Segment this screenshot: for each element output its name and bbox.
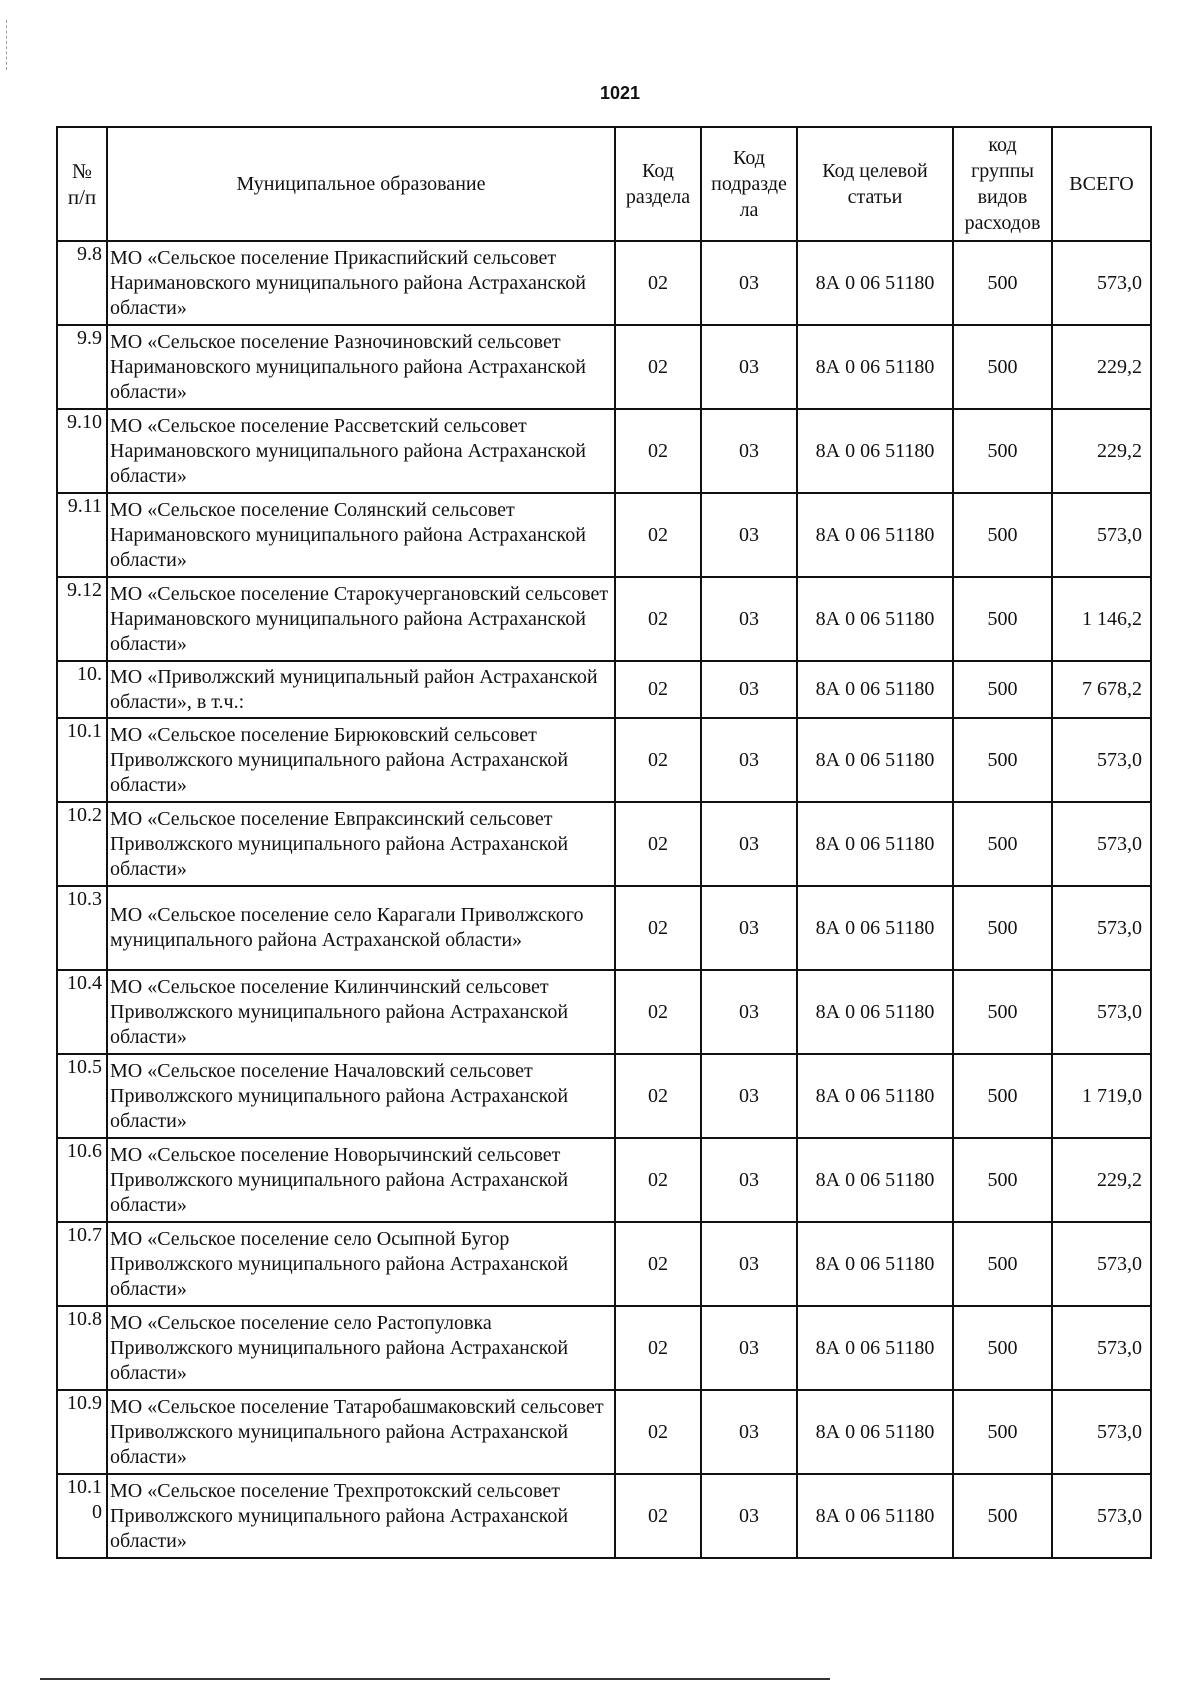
total-value: 1 719,0 [1052, 1054, 1151, 1138]
total-value: 573,0 [1052, 802, 1151, 886]
target-code: 8А 0 06 51180 [797, 1054, 953, 1138]
expense-group-code: 500 [953, 1054, 1052, 1138]
target-code: 8А 0 06 51180 [797, 241, 953, 325]
target-code: 8А 0 06 51180 [797, 409, 953, 493]
table-row [57, 802, 1151, 886]
expense-group-code: 500 [953, 802, 1052, 886]
subsection-code: 03 [701, 886, 797, 970]
section-code: 02 [615, 241, 701, 325]
total-value: 1 146,2 [1052, 577, 1151, 661]
table-row [57, 493, 1151, 577]
section-code: 02 [615, 1138, 701, 1222]
table-row [57, 718, 1151, 802]
table-row [57, 1222, 1151, 1306]
subsection-code: 03 [701, 1222, 797, 1306]
total-value: 573,0 [1052, 1306, 1151, 1390]
table-header-row [57, 127, 1151, 241]
section-code: 02 [615, 970, 701, 1054]
municipality-name: МО «Сельское поселение Началовский сельсовет Приволжского муниципального района Астраханской области» [107, 1054, 615, 1138]
section-code: 02 [615, 325, 701, 409]
total-value: 573,0 [1052, 1390, 1151, 1474]
municipality-name: МО «Сельское поселение Евпраксинский сельсовет Приволжского муниципального района Астраханской области» [107, 802, 615, 886]
total-value: 573,0 [1052, 886, 1151, 970]
total-value: 229,2 [1052, 1138, 1151, 1222]
expense-group-code: 500 [953, 1390, 1052, 1474]
subsection-code: 03 [701, 1306, 797, 1390]
header-num: № п/п [57, 127, 107, 241]
target-code: 8А 0 06 51180 [797, 1390, 953, 1474]
section-code: 02 [615, 1222, 701, 1306]
table-row [57, 1054, 1151, 1138]
target-code: 8А 0 06 51180 [797, 493, 953, 577]
expense-group-code: 500 [953, 1138, 1052, 1222]
municipality-name: МО «Сельское поселение Бирюковский сельсовет Приволжского муниципального района Астраханской области» [107, 718, 615, 802]
table-row [57, 241, 1151, 325]
expense-group-code: 500 [953, 493, 1052, 577]
target-code: 8А 0 06 51180 [797, 1222, 953, 1306]
target-code: 8А 0 06 51180 [797, 718, 953, 802]
expense-group-code: 500 [953, 718, 1052, 802]
total-value: 573,0 [1052, 718, 1151, 802]
table-row [57, 970, 1151, 1054]
municipality-name: МО «Сельское поселение Старокучергановский сельсовет Наримановского муниципального района Астраханской области» [107, 577, 615, 661]
subsection-code: 03 [701, 802, 797, 886]
table-row [57, 1474, 1151, 1558]
budget-table [56, 126, 1152, 1559]
expense-group-code: 500 [953, 241, 1052, 325]
expense-group-code: 500 [953, 886, 1052, 970]
table-row [57, 1390, 1151, 1474]
total-value: 229,2 [1052, 409, 1151, 493]
section-code: 02 [615, 409, 701, 493]
subsection-code: 03 [701, 718, 797, 802]
row-number: 9.10 [57, 409, 107, 493]
row-number: 10.6 [57, 1138, 107, 1222]
row-number: 9.9 [57, 325, 107, 409]
target-code: 8А 0 06 51180 [797, 325, 953, 409]
row-number: 10.1 0 [57, 1474, 107, 1558]
target-code: 8А 0 06 51180 [797, 802, 953, 886]
row-number: 10.3 [57, 886, 107, 970]
row-number: 9.11 [57, 493, 107, 577]
municipality-name: МО «Сельское поселение Трехпротокский сельсовет Приволжского муниципального района Астраханской области» [107, 1474, 615, 1558]
bottom-rule [40, 1678, 830, 1680]
subsection-code: 03 [701, 241, 797, 325]
header-expense-group-code: код группы видов расходов [953, 127, 1052, 241]
row-number: 10.5 [57, 1054, 107, 1138]
header-target-code: Код целевой статьи [797, 127, 953, 241]
municipality-name: МО «Сельское поселение Прикаспийский сельсовет Наримановского муниципального района Астраханской области» [107, 241, 615, 325]
table-row [57, 325, 1151, 409]
section-code: 02 [615, 1390, 701, 1474]
target-code: 8А 0 06 51180 [797, 577, 953, 661]
expense-group-code: 500 [953, 1474, 1052, 1558]
municipality-name: МО «Сельское поселение Килинчинский сельсовет Приволжского муниципального района Астраханской области» [107, 970, 615, 1054]
municipality-name: МО «Сельское поселение село Растопуловка Приволжского муниципального района Астраханской области» [107, 1306, 615, 1390]
subsection-code: 03 [701, 1474, 797, 1558]
total-value: 573,0 [1052, 493, 1151, 577]
expense-group-code: 500 [953, 661, 1052, 718]
municipality-name: МО «Сельское поселение Татаробашмаковский сельсовет Приволжского муниципального района Астраханской области» [107, 1390, 615, 1474]
row-number: 10.2 [57, 802, 107, 886]
subsection-code: 03 [701, 577, 797, 661]
row-number: 9.12 [57, 577, 107, 661]
target-code: 8А 0 06 51180 [797, 1138, 953, 1222]
municipality-name: МО «Сельское поселение Новорычинский сельсовет Приволжского муниципального района Астраханской области» [107, 1138, 615, 1222]
expense-group-code: 500 [953, 1222, 1052, 1306]
subsection-code: 03 [701, 325, 797, 409]
table-row [57, 661, 1151, 718]
total-value: 573,0 [1052, 1222, 1151, 1306]
target-code: 8А 0 06 51180 [797, 886, 953, 970]
municipality-name: МО «Сельское поселение село Осыпной Бугор Приволжского муниципального района Астраханской области» [107, 1222, 615, 1306]
table-row [57, 577, 1151, 661]
total-value: 573,0 [1052, 1474, 1151, 1558]
header-municipality: Муниципальное образование [107, 127, 615, 241]
table-body [57, 241, 1151, 1558]
total-value: 573,0 [1052, 241, 1151, 325]
municipality-name: МО «Приволжский муниципальный район Астраханской области», в т.ч.: [107, 661, 615, 718]
subsection-code: 03 [701, 970, 797, 1054]
section-code: 02 [615, 1054, 701, 1138]
row-number: 10.7 [57, 1222, 107, 1306]
table-row [57, 1138, 1151, 1222]
section-code: 02 [615, 577, 701, 661]
table-row [57, 409, 1151, 493]
section-code: 02 [615, 1306, 701, 1390]
scan-edge-marks [6, 20, 9, 70]
section-code: 02 [615, 493, 701, 577]
section-code: 02 [615, 1474, 701, 1558]
row-number: 10.4 [57, 970, 107, 1054]
target-code: 8А 0 06 51180 [797, 1474, 953, 1558]
municipality-name: МО «Сельское поселение Рассветский сельсовет Наримановского муниципального района Астраханской области» [107, 409, 615, 493]
header-section-code: Код раздела [615, 127, 701, 241]
target-code: 8А 0 06 51180 [797, 970, 953, 1054]
expense-group-code: 500 [953, 409, 1052, 493]
subsection-code: 03 [701, 409, 797, 493]
target-code: 8А 0 06 51180 [797, 1306, 953, 1390]
table-row [57, 886, 1151, 970]
expense-group-code: 500 [953, 1306, 1052, 1390]
section-code: 02 [615, 802, 701, 886]
municipality-name: МО «Сельское поселение Разночиновский сельсовет Наримановского муниципального района Астраханской области» [107, 325, 615, 409]
total-value: 573,0 [1052, 970, 1151, 1054]
section-code: 02 [615, 886, 701, 970]
expense-group-code: 500 [953, 970, 1052, 1054]
header-subsection-code: Код подразде ла [701, 127, 797, 241]
total-value: 229,2 [1052, 325, 1151, 409]
row-number: 10.1 [57, 718, 107, 802]
header-total: ВСЕГО [1052, 127, 1151, 241]
section-code: 02 [615, 718, 701, 802]
subsection-code: 03 [701, 661, 797, 718]
subsection-code: 03 [701, 493, 797, 577]
municipality-name: МО «Сельское поселение Солянский сельсовет Наримановского муниципального района Астраханской области» [107, 493, 615, 577]
total-value: 7 678,2 [1052, 661, 1151, 718]
subsection-code: 03 [701, 1390, 797, 1474]
row-number: 10.8 [57, 1306, 107, 1390]
row-number: 10. [57, 661, 107, 718]
expense-group-code: 500 [953, 325, 1052, 409]
page-number: 1021 [599, 83, 641, 103]
subsection-code: 03 [701, 1054, 797, 1138]
table-row [57, 1306, 1151, 1390]
row-number: 10.9 [57, 1390, 107, 1474]
section-code: 02 [615, 661, 701, 718]
municipality-name: МО «Сельское поселение село Карагали Приволжского муниципального района Астраханской области» [107, 886, 615, 970]
target-code: 8А 0 06 51180 [797, 661, 953, 718]
expense-group-code: 500 [953, 577, 1052, 661]
row-number: 9.8 [57, 241, 107, 325]
subsection-code: 03 [701, 1138, 797, 1222]
